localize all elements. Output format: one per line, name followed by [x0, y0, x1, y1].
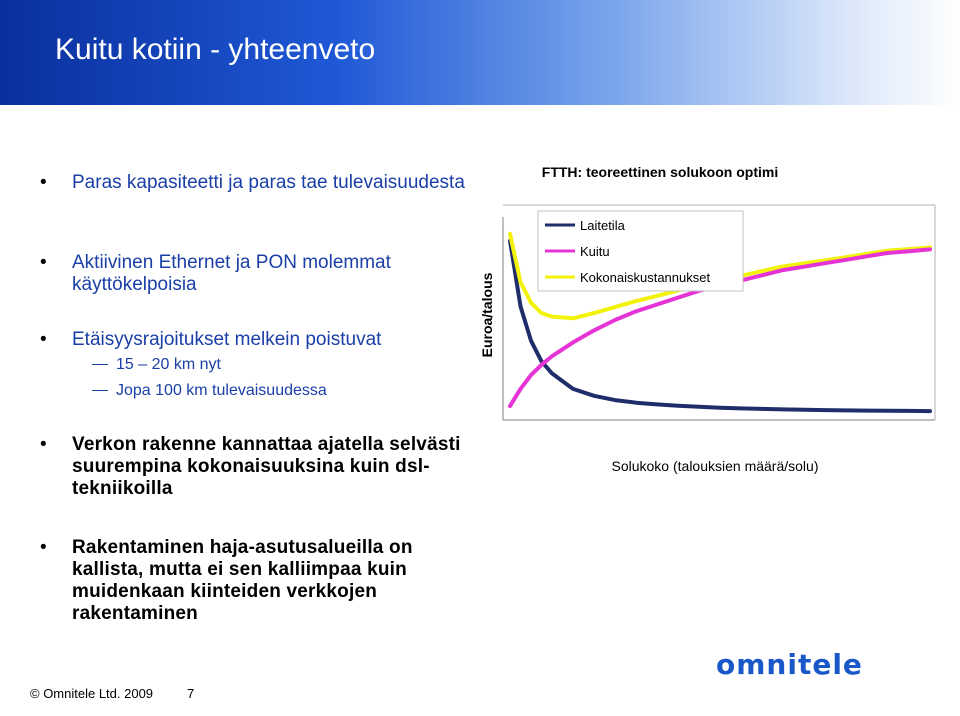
bullet-dot-icon: •	[40, 434, 47, 455]
page-title: Kuitu kotiin - yhteenveto	[55, 33, 376, 66]
legend-label: Laitetila	[580, 218, 625, 233]
bullet-dot-icon: •	[40, 329, 47, 350]
bullet-text: Etäisyysrajoitukset melkein poistuvat	[72, 329, 382, 350]
chart-svg	[470, 155, 950, 485]
legend	[538, 211, 743, 291]
bullet-text: Aktiivinen Ethernet ja PON molemmat käyttökelpoisia	[72, 252, 391, 295]
legend-label: Kokonaiskustannukset	[580, 270, 711, 285]
dash-icon	[92, 364, 108, 365]
sub-bullet-item	[92, 382, 327, 400]
sub-bullet-item	[92, 356, 221, 374]
dash-icon	[92, 390, 108, 391]
legend-label: Kuitu	[580, 244, 610, 259]
bullet-dot-icon: •	[40, 537, 47, 558]
bullet-text: Verkon rakenne kannattaa ajatella selvästi suurempina kokonaisuuksina kuin dsl-tekniikoilla	[72, 434, 461, 499]
sub-bullet-text: 15 – 20 km nyt	[116, 356, 221, 373]
footer	[30, 686, 194, 701]
sub-bullet-text: Jopa 100 km tulevaisuudessa	[116, 382, 327, 399]
bullet-dot-icon: •	[40, 252, 47, 273]
bullet-text: Rakentaminen haja-asutusalueilla on kallista, mutta ei sen kalliimpaa kuin muidenkaan kiinteiden verkkojen rakentaminen	[72, 537, 413, 624]
y-axis-label: Euroa/talous	[479, 272, 495, 358]
title-banner	[0, 0, 960, 105]
bullet-text: Paras kapasiteetti ja paras tae tulevaisuudesta	[72, 172, 465, 193]
page-number: 7	[187, 686, 195, 701]
chart-title: FTTH: teoreettinen solukoon optimi	[541, 164, 779, 180]
bullet-dot-icon: •	[40, 172, 47, 193]
copyright-text: © Omnitele Ltd. 2009	[30, 686, 154, 701]
x-axis-label: Solukoko (talouksien määrä/solu)	[611, 458, 819, 474]
omnitele-logo: omnitele	[716, 648, 863, 681]
cost-chart	[470, 155, 950, 485]
